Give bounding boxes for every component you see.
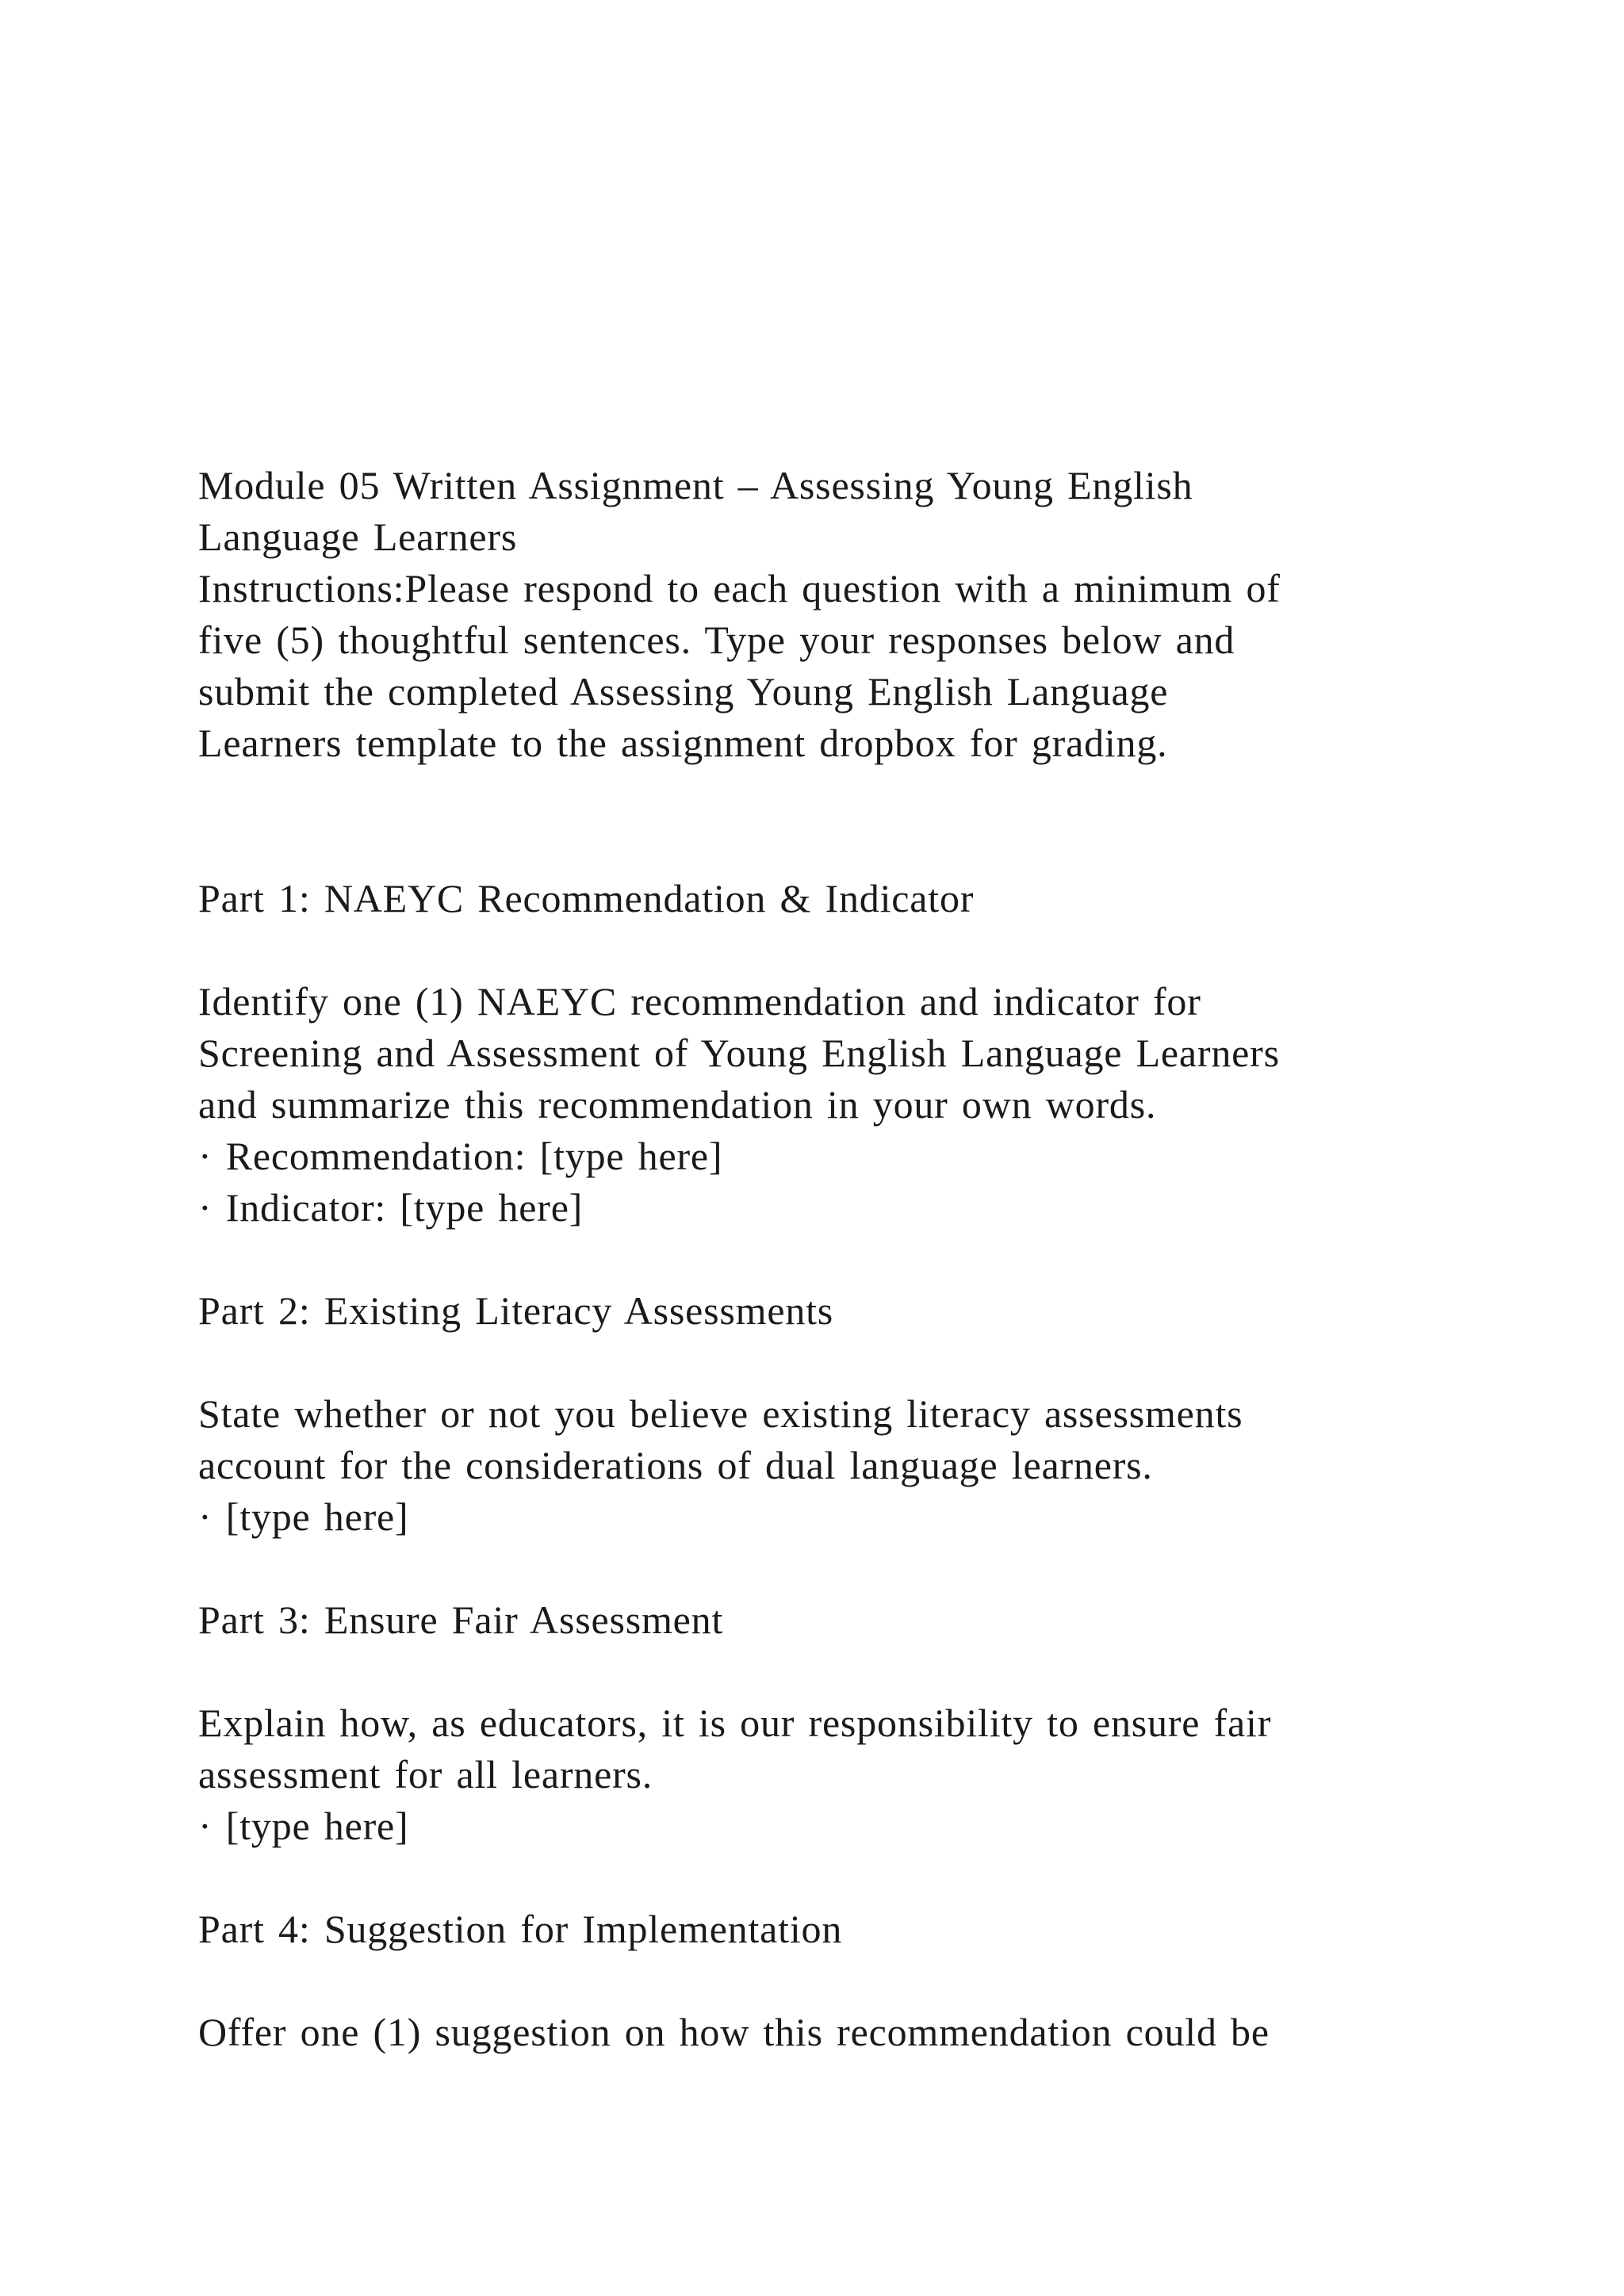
instructions-line-3: submit the completed Assessing Young English Language (198, 669, 1169, 714)
spacer (198, 1646, 1435, 1697)
instructions-line-2: five (5) thoughtful sentences. Type your responses below and (198, 618, 1235, 662)
part-2-heading: Part 2: Existing Literacy Assessments (198, 1288, 834, 1333)
spacer (198, 1955, 1435, 2007)
title-line-1: Module 05 Written Assignment – Assessing Young English (198, 463, 1193, 507)
spacer (198, 1543, 1435, 1594)
part-2-response-field[interactable]: · [type here] (198, 1494, 409, 1539)
spacer (198, 1234, 1435, 1285)
part-2-prompt-line: account for the considerations of dual language learners. (198, 1443, 1153, 1487)
part-2-prompt-line: State whether or not you believe existing literacy assessments (198, 1391, 1243, 1436)
part-1-heading: Part 1: NAEYC Recommendation & Indicator (198, 876, 975, 920)
part-4-prompt-line: Offer one (1) suggestion on how this recommendation could be (198, 2010, 1270, 2054)
part-1-prompt-line: Identify one (1) NAEYC recommendation and indicator for (198, 979, 1201, 1024)
part-4-heading: Part 4: Suggestion for Implementation (198, 1907, 843, 1951)
spacer (198, 769, 1435, 873)
part-1-prompt-line: and summarize this recommendation in your own words. (198, 1082, 1157, 1127)
part-3-prompt-line: assessment for all learners. (198, 1752, 653, 1797)
spacer (198, 924, 1435, 976)
document-body (198, 460, 1435, 2058)
part-3-response-field[interactable]: · [type here] (198, 1804, 409, 1848)
instructions-line-4: Learners template to the assignment dropbox for grading. (198, 721, 1168, 765)
part-1-prompt-line: Screening and Assessment of Young English Language Learners (198, 1031, 1280, 1075)
title-line-2: Language Learners (198, 515, 518, 559)
part-1-indicator-field[interactable]: · Indicator: [type here] (198, 1185, 584, 1230)
instructions-line-1: Instructions:Please respond to each question with a minimum of (198, 566, 1281, 610)
part-3-heading: Part 3: Ensure Fair Assessment (198, 1598, 724, 1642)
spacer (198, 1852, 1435, 1904)
spacer (198, 1337, 1435, 1388)
part-1-recommendation-field[interactable]: · Recommendation: [type here] (198, 1134, 723, 1178)
part-3-prompt-line: Explain how, as educators, it is our responsibility to ensure fair (198, 1701, 1272, 1745)
